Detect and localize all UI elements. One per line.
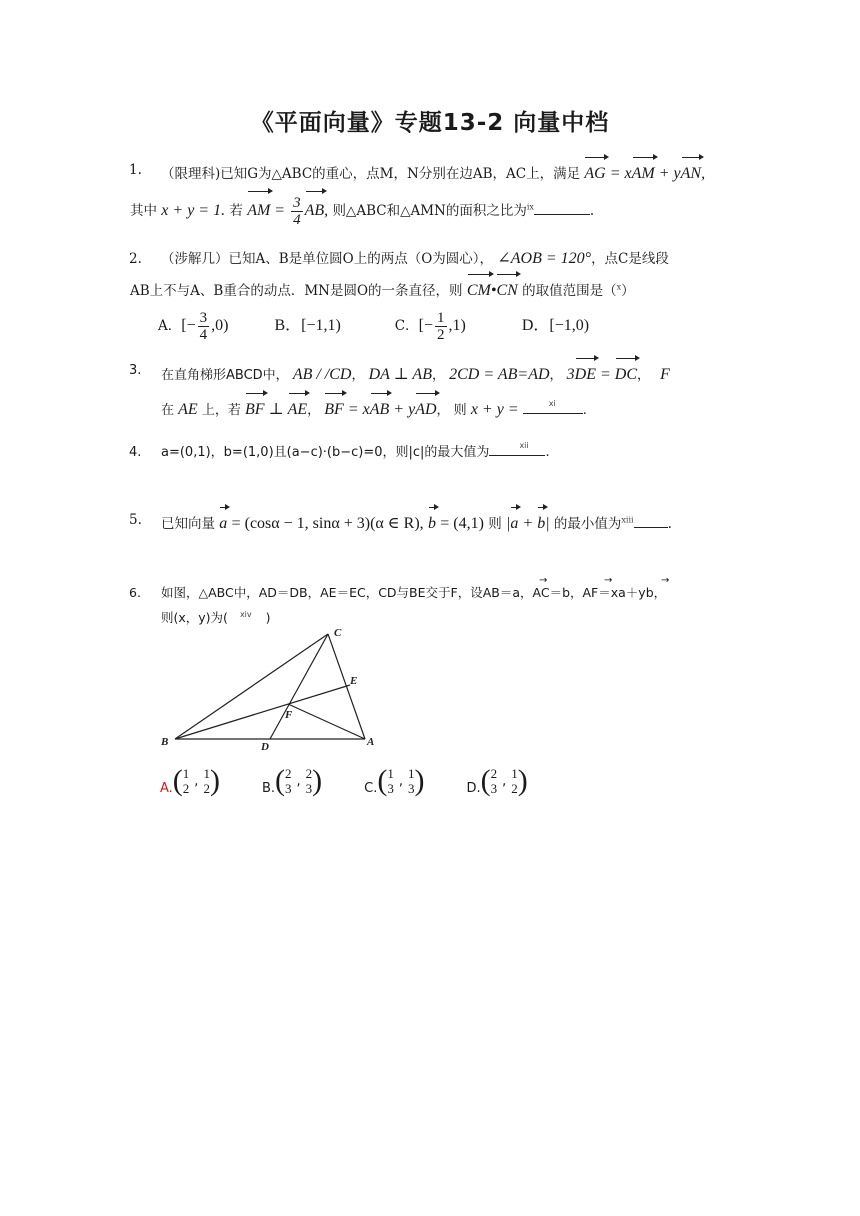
- q3-bf-expression: BF = xAB + yAD: [324, 401, 436, 418]
- question-1: [130, 155, 730, 229]
- q6-options: [160, 766, 528, 796]
- q2-text-line1: （涉解几）已知A、B是单位圆O上的两点（O为圆心），: [161, 251, 494, 267]
- q1-vector-equation: AG = xAM + yAN,: [584, 165, 705, 182]
- option-label: C.: [364, 780, 378, 796]
- q2-option-b[interactable]: B．[−1,1): [274, 317, 341, 334]
- q3-text-line2c: 则: [453, 403, 467, 418]
- q4-footnote-mark: xii: [519, 441, 529, 450]
- q6-option-d[interactable]: D. ( 2 3 , 1 2 ): [466, 764, 528, 797]
- question-number: 4.: [129, 445, 142, 460]
- option-den2: 2: [511, 781, 518, 796]
- label-f: F: [285, 709, 293, 721]
- option-num1: 1: [387, 766, 394, 781]
- question-number: 3.: [129, 363, 142, 378]
- q1-text-line2b: 若: [229, 203, 243, 219]
- question-5: 5. 已知向量 a = (cosα − 1, sinα + 3)(α ∈ R), b = (4,1) 则 |a + b| 的最小值为$^{xiii}$ .: [130, 505, 740, 539]
- q2-angle: ∠AOB = 120°: [497, 250, 592, 267]
- q5-tail: 的最小值为: [553, 516, 622, 532]
- q1-text-line2a: 其中: [130, 203, 157, 219]
- q1-condition-ratio: AM = $\frac{3}{4}$ AB,: [247, 202, 328, 219]
- option-den1: 3: [285, 781, 292, 796]
- q1-text-line2c: 则△ABC和△AMN的面积之比为: [332, 203, 527, 219]
- option-num1: 2: [490, 766, 498, 781]
- question-number: 1.: [129, 162, 142, 178]
- q3-text-line2a: 在: [161, 403, 175, 418]
- option-den2: 3: [408, 781, 415, 796]
- q5-footnote-mark: xiii: [621, 515, 634, 525]
- q4-answer-blank: [489, 441, 529, 456]
- side-bc: [175, 634, 328, 739]
- triangle-figure: [160, 624, 400, 754]
- q5-vector-a-formula: = (cosα − 1, sinα + 3)(α ∈ R): [231, 515, 420, 532]
- label-c: C: [334, 627, 342, 639]
- q2-option-a[interactable]: A．[− $\frac{3}{4}$ ,0): [158, 309, 229, 343]
- q1-period: .: [589, 203, 595, 219]
- option-den1: 3: [387, 781, 394, 796]
- option-num2: 1: [203, 766, 210, 781]
- q6-close-paren: ): [265, 610, 271, 626]
- option-label: D.: [466, 780, 481, 796]
- option-num2: 2: [305, 766, 313, 781]
- question-3: 3. 在直角梯形ABCD中， AB / /CD， DA ⊥ AB， 2CD = AB=AD， 3DE = DC， F 在 AE 上，若 BF ⊥ AE， BF = xAB + yAD， 则 x + y = xi .: [130, 356, 730, 426]
- option-num1: 2: [285, 766, 292, 781]
- label-e: E: [350, 675, 358, 687]
- q3-segment-ae: AE: [178, 401, 198, 418]
- q2-option-c[interactable]: C．[− $\frac{1}{2}$ ,1): [394, 309, 466, 343]
- q2-dot-product: CM•CN: [467, 282, 518, 299]
- q6-text-line2: 则(x，y)为(: [161, 610, 228, 626]
- q1-condition-sum: x + y = 1.: [161, 202, 226, 219]
- q3-perp-vectors: BF ⊥ AE: [245, 401, 307, 418]
- label-b: B: [161, 736, 169, 748]
- q2-text-line1-end: ，点C是线段: [591, 251, 669, 267]
- option-label: A．: [158, 318, 182, 334]
- q6-text-line1: 如图，△ABC中，AD＝DB，AE＝EC，CD与BE交于F，设AB＝a，AC＝b，AF＝xa＋yb，: [161, 585, 667, 600]
- option-num1: 1: [182, 766, 190, 781]
- q2-text-line2-end: 的取值范围是（: [522, 283, 617, 299]
- question-2: [130, 244, 730, 344]
- question-6: [130, 574, 730, 629]
- q5-vector-a-symbol: a: [219, 515, 227, 532]
- segment-be: [175, 685, 350, 739]
- q6-option-a[interactable]: A. ( 1 2 , 1 2 ): [160, 764, 220, 797]
- q3-footnote-mark: xi: [548, 399, 556, 408]
- page-title: 《平面向量》专题13-2 向量中档: [250, 110, 610, 136]
- option-den1: 3: [490, 781, 498, 796]
- q1-footnote-mark: ix: [526, 202, 534, 212]
- q2-footnote-mark: x: [616, 282, 622, 292]
- q5-period: .: [667, 516, 672, 532]
- option-den2: 3: [305, 781, 313, 796]
- option-den1: 2: [182, 781, 190, 796]
- q2-options: [158, 308, 730, 344]
- q5-mid: 则: [488, 516, 502, 532]
- q3-cond-parallel: AB / /CD: [292, 366, 352, 383]
- question-number: 6.: [129, 585, 141, 600]
- label-d: D: [261, 741, 269, 753]
- option-num2: 1: [408, 766, 415, 781]
- q1-text-line1: （限理科)已知G为△ABC的重心，点M，N分别在边AB，AC上，满足: [161, 166, 581, 182]
- q5-answer-blank: [634, 513, 668, 528]
- q2-option-d[interactable]: D．[−1,0): [521, 317, 590, 334]
- q4-period: .: [545, 445, 550, 460]
- q3-answer-blank: [523, 399, 583, 414]
- q5-magnitude: |a + b|: [506, 515, 550, 532]
- label-a: A: [367, 736, 375, 748]
- q6-option-b[interactable]: B. ( 2 3 , 2 3 ): [261, 764, 323, 797]
- q5-vector-b-symbol: b: [428, 515, 436, 532]
- option-num2: 1: [511, 766, 518, 781]
- option-den2: 2: [203, 781, 210, 796]
- option-label: B.: [261, 780, 275, 796]
- q3-cond-vector: 3DE = DC: [567, 366, 637, 383]
- q1-answer-blank: [534, 200, 590, 215]
- q3-period: .: [582, 403, 587, 418]
- vector-arrow-af: →: [661, 575, 670, 586]
- q5-lead: 已知向量: [161, 516, 215, 532]
- q5-vector-b-formula: = (4,1): [440, 515, 484, 532]
- q3-cond-perp: DA ⊥ AB: [368, 366, 432, 383]
- q4-text: a=(0,1)，b=(1,0)且(a−c)·(b−c)=0，则|c|的最大值为: [161, 445, 490, 460]
- q3-cond-lengths: 2CD = AB=AD: [449, 366, 550, 383]
- option-label: A.: [160, 780, 173, 796]
- q3-sum: x + y =: [470, 401, 519, 418]
- segment-af: [288, 704, 365, 739]
- q2-text-line2: AB上不与A、B重合的动点．MN是圆O的一条直径，则: [130, 283, 463, 299]
- vector-arrow-ab: →: [539, 575, 548, 586]
- q3-text-line2b: 上，若: [201, 403, 241, 418]
- option-label: C．: [394, 318, 419, 334]
- question-number: 2.: [129, 251, 142, 267]
- segment-dc: [270, 634, 328, 739]
- vector-arrow-ac: →: [604, 575, 613, 586]
- q6-option-c[interactable]: C. ( 1 3 , 1 3 ): [364, 764, 425, 797]
- question-number: 5.: [129, 512, 142, 528]
- question-4: [130, 438, 730, 468]
- q6-footnote-mark: xiv: [239, 610, 252, 619]
- q3-point-f: F: [660, 366, 670, 383]
- q4-answer-blank-tail: [529, 441, 545, 456]
- q2-close-paren: ）: [621, 283, 635, 299]
- q3-text-line1: 在直角梯形ABCD中，: [161, 368, 289, 383]
